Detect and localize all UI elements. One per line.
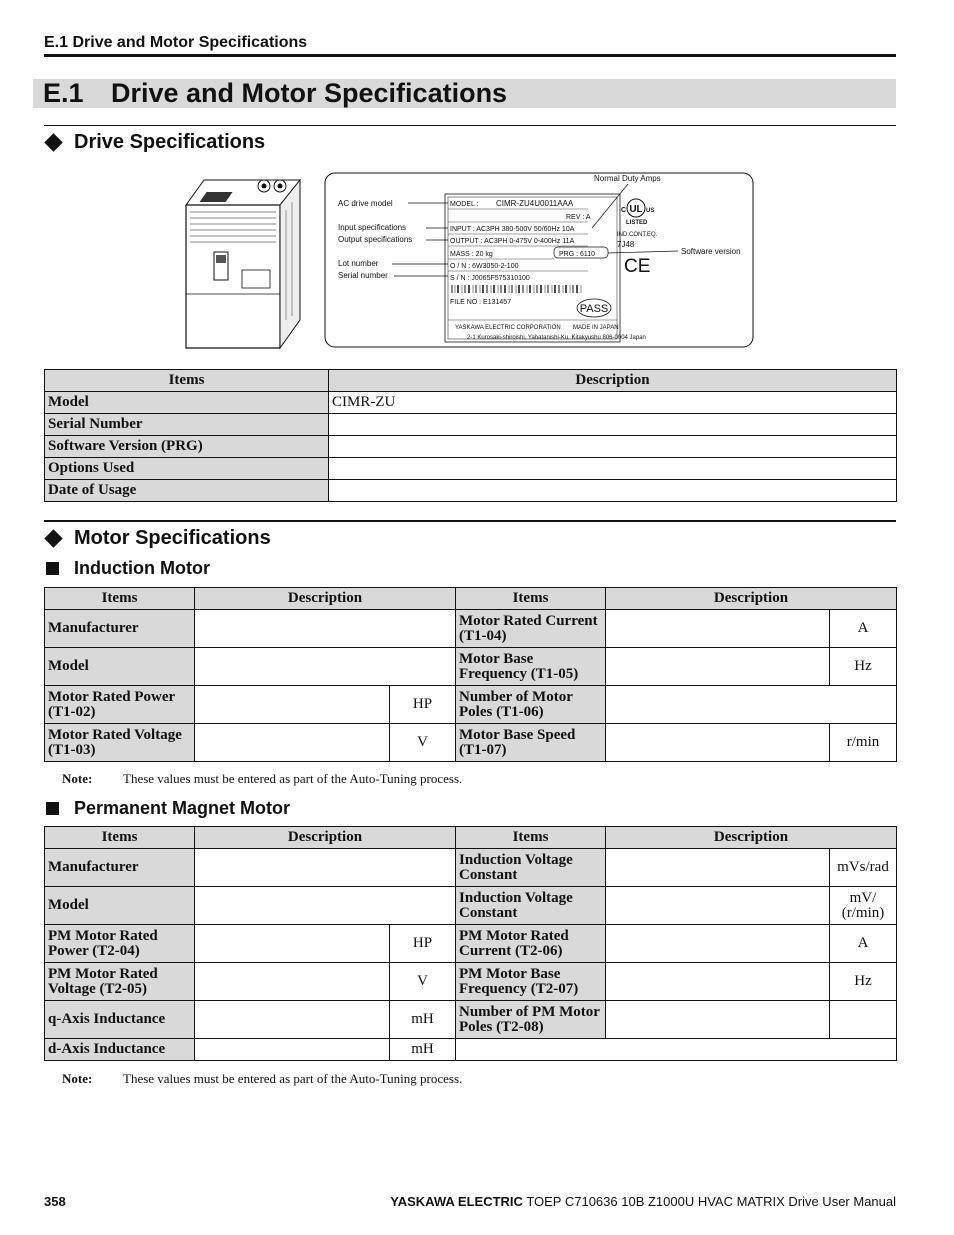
q-axis-inductance-field[interactable]: [195, 1001, 390, 1039]
unit-mv-per-rpm: mV/ (r/min): [830, 887, 897, 925]
footer-doc-title: TOEP C710636 10B Z1000U HVAC MATRIX Drive User Manual: [526, 1194, 896, 1209]
pm-model-field[interactable]: [195, 887, 456, 925]
row-label-q-axis-inductance: q-Axis Inductance: [45, 1001, 195, 1039]
table-row: [45, 849, 897, 887]
unit-hz: Hz: [830, 648, 897, 686]
row-label-model: Model: [45, 648, 195, 686]
induction-note: [62, 771, 662, 787]
nameplate-made-in: MADE IN JAPAN: [573, 325, 619, 331]
nameplate-company: YASKAWA ELECTRIC CORPORATION: [455, 325, 561, 331]
callout-normal-duty-amps: Normal Duty Amps: [594, 174, 661, 183]
nameplate-address: 2-1 Kurosaki-shiroishi, Yahatanishi-Ku, Kitakyushu 806-0004 Japan: [467, 335, 646, 341]
pm-motor-base-frequency-field[interactable]: [606, 963, 830, 1001]
section-divider: [44, 520, 896, 522]
svg-text:UL: UL: [629, 204, 643, 215]
row-label-date-of-usage: Date of Usage: [45, 480, 329, 502]
header-rule: [44, 54, 896, 57]
header-items: Items: [45, 588, 195, 610]
motor-model-field[interactable]: [195, 648, 456, 686]
nameplate-input: INPUT : AC3PH 380-500V 50/60Hz 10A: [450, 226, 575, 233]
table-row: [45, 686, 897, 724]
row-label-serial-number: Serial Number: [45, 414, 329, 436]
nameplate-mass: MASS : 20 kg: [450, 251, 493, 258]
induction-motor-heading: [44, 557, 210, 579]
callout-ac-drive-model: AC drive model: [338, 199, 393, 208]
motor-rated-current-field[interactable]: [606, 610, 830, 648]
svg-text:US: US: [646, 208, 655, 214]
d-axis-inductance-field[interactable]: [195, 1039, 390, 1061]
table-row: [45, 610, 897, 648]
header-items: Items: [45, 827, 195, 849]
table-row: [45, 925, 897, 963]
diamond-bullet-icon: [44, 529, 62, 547]
row-label-motor-base-frequency: Motor Base Frequency (T1-05): [456, 648, 606, 686]
header-items: Items: [45, 370, 329, 392]
header-items: Items: [456, 588, 606, 610]
unit-amps: A: [830, 610, 897, 648]
motor-base-frequency-field[interactable]: [606, 648, 830, 686]
unit-hz: Hz: [830, 963, 897, 1001]
unit-mh: mH: [390, 1001, 456, 1039]
table-row: [45, 414, 897, 436]
row-label-motor-rated-current: Motor Rated Current (T1-04): [456, 610, 606, 648]
unit-volts: V: [390, 724, 456, 762]
row-label-model: Model: [45, 392, 329, 414]
note-text: These values must be entered as part of the Auto-Tuning process.: [123, 1071, 463, 1086]
unit-amps: A: [830, 925, 897, 963]
header-description: Description: [606, 827, 897, 849]
footer-title: [390, 1194, 896, 1209]
table-row: [45, 724, 897, 762]
callout-input-specs: Input specifications: [338, 223, 407, 232]
note-label: Note:: [62, 1071, 93, 1086]
header-description: Description: [329, 370, 897, 392]
nameplate-order-number: O / N : 6W3050-2-100: [450, 263, 519, 270]
row-label-pm-motor-rated-current: PM Motor Rated Current (T2-06): [456, 925, 606, 963]
table-row: [45, 458, 897, 480]
header-items: Items: [456, 827, 606, 849]
pm-motor-heading: [44, 797, 290, 819]
ce-mark-icon: CE: [624, 256, 651, 277]
drive-model-field[interactable]: CIMR-ZU: [329, 392, 897, 414]
drive-specs-table: [44, 369, 897, 502]
unit-volts: V: [390, 963, 456, 1001]
svg-text:LISTED: LISTED: [626, 220, 648, 226]
nameplate-model-key: MODEL :: [450, 201, 479, 208]
nameplate-model-value: CIMR-ZU4U0011AAA: [496, 199, 574, 208]
square-bullet-icon: [46, 802, 59, 815]
drive-unit-illustration: [186, 180, 300, 348]
svg-text:C: C: [621, 207, 627, 214]
row-label-d-axis-inductance: d-Axis Inductance: [45, 1039, 195, 1061]
nameplate-file-number: FILE NO : E131457: [450, 299, 512, 306]
callout-software-version: Software version: [681, 247, 741, 256]
motor-rated-voltage-field[interactable]: [195, 724, 390, 762]
row-label-model: Model: [45, 887, 195, 925]
drive-nameplate-figure: [180, 170, 760, 352]
number-of-pm-motor-poles-field[interactable]: [606, 1001, 830, 1039]
table-row: [45, 392, 897, 414]
unit-hp: HP: [390, 925, 456, 963]
row-label-pm-motor-base-frequency: PM Motor Base Frequency (T2-07): [456, 963, 606, 1001]
motor-specs-heading: [44, 525, 271, 551]
callout-output-specs: Output specifications: [338, 235, 413, 244]
table-row: [45, 1039, 897, 1061]
callout-serial-number: Serial number: [338, 271, 388, 280]
drive-specs-heading: [44, 129, 265, 155]
table-row: [45, 963, 897, 1001]
nameplate-output: OUTPUT : AC3PH 0-475V 0-400Hz 11A: [450, 238, 575, 245]
pm-manufacturer-field[interactable]: [195, 849, 456, 887]
motor-specs-heading-text: Motor Specifications: [74, 526, 271, 549]
note-label: Note:: [62, 771, 93, 786]
nameplate-code: 7J48: [617, 240, 635, 249]
pm-motor-heading-text: Permanent Magnet Motor: [74, 797, 291, 818]
page-number: 358: [44, 1194, 66, 1209]
note-text: These values must be entered as part of the Auto-Tuning process.: [123, 771, 463, 786]
section-title-band: [33, 79, 896, 108]
induction-motor-table: [44, 587, 897, 762]
row-label-pm-motor-rated-power: PM Motor Rated Power (T2-04): [45, 925, 195, 963]
induction-motor-heading-text: Induction Motor: [74, 557, 210, 578]
nameplate-serial-number: S / N : J0065F575310100: [450, 275, 530, 282]
nameplate-prg: PRG : 6110: [559, 251, 596, 258]
row-label-induction-voltage-constant: Induction Voltage Constant: [456, 849, 606, 887]
number-of-motor-poles-field[interactable]: [606, 686, 897, 724]
nameplate-rev: REV : A: [566, 214, 591, 221]
square-bullet-icon: [46, 562, 59, 575]
pm-motor-rated-power-field[interactable]: [195, 925, 390, 963]
running-header: E.1 Drive and Motor Specifications: [44, 34, 308, 51]
pm-motor-table: [44, 826, 897, 1061]
table-row: [45, 1001, 897, 1039]
unit-hp: HP: [390, 686, 456, 724]
header-description: Description: [606, 588, 897, 610]
pass-label: PASS: [579, 303, 609, 315]
ind-cont-eq: IND.CONT.EQ.: [617, 232, 658, 238]
row-label-induction-voltage-constant: Induction Voltage Constant: [456, 887, 606, 925]
pm-motor-rated-current-field[interactable]: [606, 925, 830, 963]
unit-mh: mH: [390, 1039, 456, 1061]
row-label-number-of-pm-motor-poles: Number of PM Motor Poles (T2-08): [456, 1001, 606, 1039]
options-used-field[interactable]: [329, 458, 897, 480]
section-divider: [44, 125, 896, 126]
serial-number-field[interactable]: [329, 414, 897, 436]
row-label-software-version: Software Version (PRG): [45, 436, 329, 458]
section-title: Drive and Motor Specifications: [111, 78, 508, 108]
row-label-number-of-motor-poles: Number of Motor Poles (T1-06): [456, 686, 606, 724]
software-version-field[interactable]: [329, 436, 897, 458]
induction-voltage-constant-rpm-field[interactable]: [606, 887, 830, 925]
callout-lot-number: Lot number: [338, 259, 379, 268]
empty-unit-cell: [830, 1001, 897, 1039]
diamond-bullet-icon: [44, 133, 62, 151]
table-row: [45, 480, 897, 502]
row-label-motor-base-speed: Motor Base Speed (T1-07): [456, 724, 606, 762]
table-row: [45, 436, 897, 458]
empty-cell: [456, 1039, 897, 1061]
motor-rated-power-field[interactable]: [195, 686, 390, 724]
section-number: E.1: [43, 78, 84, 108]
table-row: [45, 887, 897, 925]
row-label-motor-rated-voltage: Motor Rated Voltage (T1-03): [45, 724, 195, 762]
drive-specs-heading-text: Drive Specifications: [74, 130, 266, 153]
footer-brand: YASKAWA ELECTRIC: [390, 1194, 523, 1209]
row-label-manufacturer: Manufacturer: [45, 610, 195, 648]
pm-note: [62, 1071, 662, 1087]
motor-base-speed-field[interactable]: [606, 724, 830, 762]
date-of-usage-field[interactable]: [329, 480, 897, 502]
induction-voltage-constant-field[interactable]: [606, 849, 830, 887]
unit-mvs-rad: mVs/rad: [830, 849, 897, 887]
header-description: Description: [195, 588, 456, 610]
manufacturer-field[interactable]: [195, 610, 456, 648]
pm-motor-rated-voltage-field[interactable]: [195, 963, 390, 1001]
header-description: Description: [195, 827, 456, 849]
row-label-motor-rated-power: Motor Rated Power (T1-02): [45, 686, 195, 724]
table-row: [45, 648, 897, 686]
row-label-options-used: Options Used: [45, 458, 329, 480]
row-label-pm-motor-rated-voltage: PM Motor Rated Voltage (T2-05): [45, 963, 195, 1001]
row-label-manufacturer: Manufacturer: [45, 849, 195, 887]
unit-rpm: r/min: [830, 724, 897, 762]
